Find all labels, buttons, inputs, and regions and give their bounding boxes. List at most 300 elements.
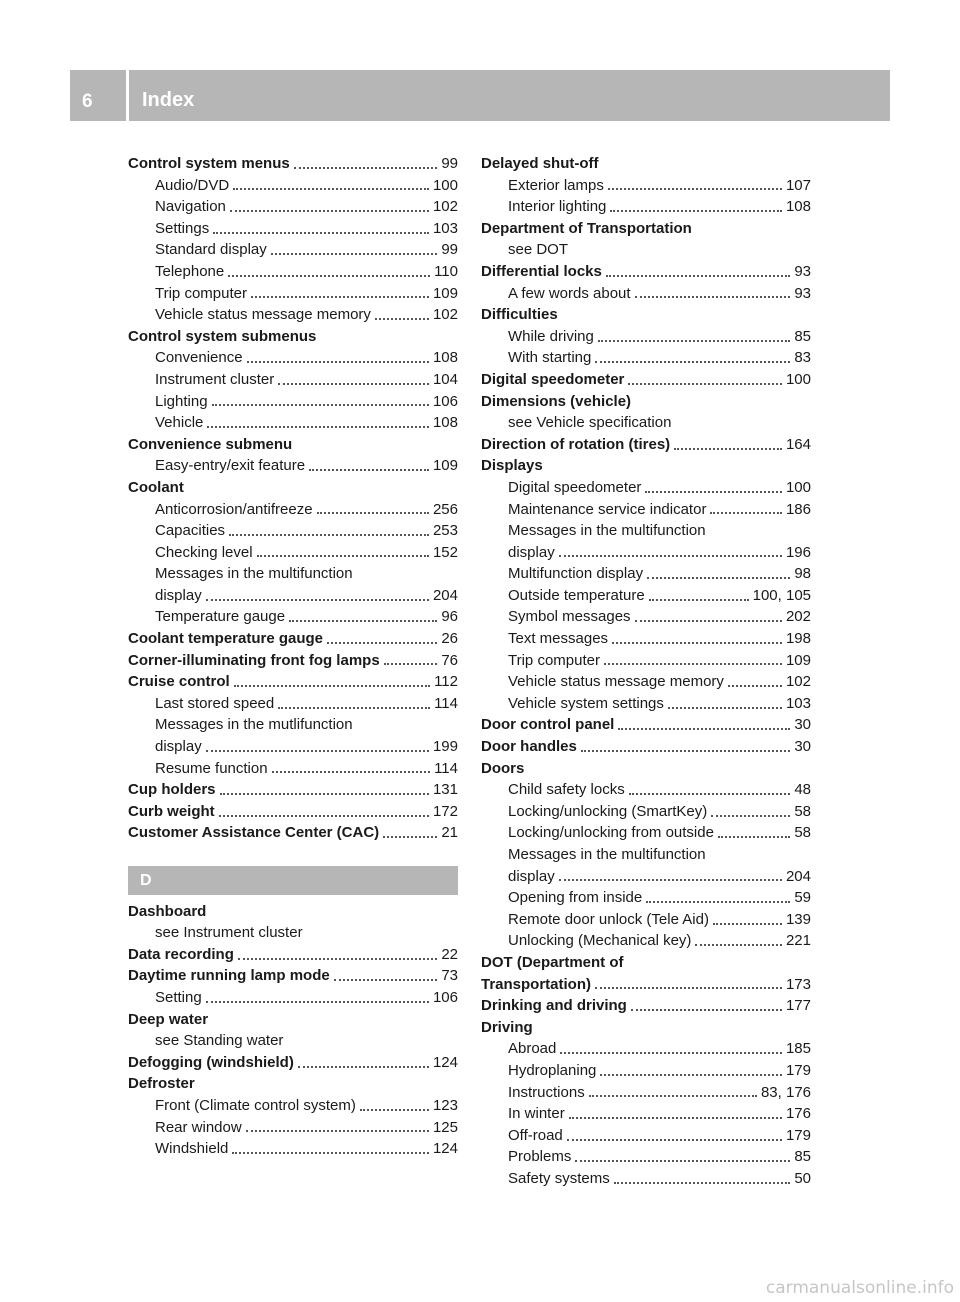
dot-leader [247, 361, 429, 363]
entry-text: Abroad [508, 1040, 557, 1058]
entry-text: Lighting [155, 392, 208, 410]
entry-text: Curb weight [128, 802, 215, 820]
entry-text: see Instrument cluster [155, 924, 303, 942]
index-subentry [128, 218, 458, 240]
page-ref: 106 [432, 988, 458, 1006]
entry-text: display [508, 543, 555, 561]
dot-leader [606, 275, 790, 277]
dot-leader [646, 901, 790, 903]
page-ref: 103 [785, 694, 811, 712]
page-header [70, 70, 890, 121]
dot-leader [220, 793, 429, 795]
dot-leader [635, 620, 782, 622]
entry-text: Control system submenus [128, 327, 317, 345]
index-entry [128, 650, 458, 672]
page-ref: 202 [785, 608, 811, 626]
dot-leader [309, 469, 429, 471]
index-entry [481, 153, 811, 175]
entry-text: Messages in the multifunction [508, 522, 706, 540]
index-subentry [128, 499, 458, 521]
dot-leader [384, 663, 438, 665]
entry-text: Hydroplaning [508, 1061, 597, 1079]
entry-text: Digital speedometer [508, 478, 642, 496]
entry-text: Defogging (windshield) [128, 1053, 294, 1071]
dot-leader [710, 512, 782, 514]
index-entry [481, 434, 811, 456]
page-ref: 253 [432, 522, 458, 540]
dot-leader [645, 491, 782, 493]
dot-leader [298, 1066, 429, 1068]
dot-leader [628, 383, 782, 385]
dot-leader [233, 188, 429, 190]
page-ref: 152 [432, 543, 458, 561]
index-subentry [481, 326, 811, 348]
index-entry [481, 995, 811, 1017]
dot-leader [614, 1182, 791, 1184]
index-entry [128, 822, 458, 844]
page-ref: 22 [441, 945, 458, 963]
index-subentry [128, 520, 458, 542]
index-subentry [128, 304, 458, 326]
entry-text: Temperature gauge [155, 608, 286, 626]
dot-leader [560, 1052, 782, 1054]
index-entry [128, 628, 458, 650]
index-subentry [128, 585, 458, 607]
entry-text: Interior lighting [508, 198, 607, 216]
index-subentry [481, 196, 811, 218]
page-ref: 58 [794, 802, 811, 820]
page-ref: 198 [785, 630, 811, 648]
index-subentry [481, 239, 811, 261]
dot-leader [598, 340, 790, 342]
index-subentry [128, 714, 458, 736]
entry-text: Defroster [128, 1075, 195, 1093]
dot-leader [649, 599, 749, 601]
index-entry [128, 326, 458, 348]
dot-leader [230, 210, 429, 212]
page-ref: 108 [785, 198, 811, 216]
page-ref: 256 [432, 500, 458, 518]
dot-leader [278, 383, 429, 385]
page-ref: 108 [432, 349, 458, 367]
dot-leader [271, 253, 438, 255]
entry-text: see Standing water [155, 1032, 284, 1050]
index-entry [481, 714, 811, 736]
entry-text: Last stored speed [155, 694, 275, 712]
index-subentry [481, 1146, 811, 1168]
index-entry [481, 736, 811, 758]
dot-leader [246, 1130, 429, 1132]
watermark: carmanualsonline.info [765, 1278, 954, 1298]
index-subentry [128, 542, 458, 564]
entry-text: Messages in the mutlifunction [155, 716, 353, 734]
entry-text: Corner-illuminating front fog lamps [128, 651, 380, 669]
dot-leader [569, 1117, 782, 1119]
dot-leader [559, 555, 782, 557]
entry-text: Cup holders [128, 781, 216, 799]
page-ref: 123 [432, 1096, 458, 1114]
entry-text: Settings [155, 219, 210, 237]
page-ref: 173 [785, 975, 811, 993]
index-entry [481, 1017, 811, 1039]
index-subentry [128, 736, 458, 758]
index-entry [128, 965, 458, 987]
entry-text: Unlocking (Mechanical key) [508, 932, 692, 950]
dot-leader [212, 404, 429, 406]
dot-leader [206, 599, 429, 601]
page-ref: 221 [785, 932, 811, 950]
page-ref: 48 [794, 781, 811, 799]
entry-text: Department of Transportation [481, 219, 692, 237]
entry-text: Checking level [155, 543, 253, 561]
header-divider [126, 70, 129, 121]
page-ref: 179 [785, 1061, 811, 1079]
page-ref: 98 [794, 565, 811, 583]
entry-text: Coolant temperature gauge [128, 630, 324, 648]
page-ref: 112 [434, 673, 458, 691]
index-subentry [128, 347, 458, 369]
page-ref: 83, 176 [760, 1083, 811, 1101]
page-ref: 124 [432, 1053, 458, 1071]
entry-text: Vehicle status message memory [508, 673, 724, 691]
page-ref: 104 [432, 370, 458, 388]
index-entry [128, 901, 458, 923]
index-entry [481, 455, 811, 477]
entry-text: Capacities [155, 522, 226, 540]
dot-leader [228, 275, 430, 277]
index-entry [481, 304, 811, 326]
index-subentry [128, 1117, 458, 1139]
dot-leader [668, 707, 782, 709]
page-ref: 177 [785, 997, 811, 1015]
entry-text: Off-road [508, 1126, 563, 1144]
dot-leader [567, 1139, 782, 1141]
page-ref: 85 [794, 1148, 811, 1166]
entry-text: Audio/DVD [155, 176, 230, 194]
dot-leader [711, 815, 790, 817]
index-subentry [481, 283, 811, 305]
page-ref: 110 [434, 262, 458, 280]
page-ref: 125 [432, 1118, 458, 1136]
page-ref: 109 [785, 651, 811, 669]
entry-text: Convenience [155, 349, 243, 367]
page-ref: 93 [794, 284, 811, 302]
page-ref: 204 [785, 867, 811, 885]
index-subentry [481, 930, 811, 952]
index-subentry [128, 1095, 458, 1117]
entry-text: Multifunction display [508, 565, 644, 583]
page-ref: 100 [432, 176, 458, 194]
section-spacer [128, 844, 458, 866]
dot-leader [589, 1095, 757, 1097]
index-subentry [481, 563, 811, 585]
dot-leader [238, 958, 437, 960]
dot-leader [600, 1074, 782, 1076]
entry-text: Messages in the multifunction [155, 565, 353, 583]
index-entry [128, 153, 458, 175]
dot-leader [257, 555, 429, 557]
index-subentry [128, 693, 458, 715]
index-subentry [128, 987, 458, 1009]
page-ref: 109 [432, 457, 458, 475]
page-number: 6 [82, 91, 93, 112]
dot-leader [207, 426, 429, 428]
dot-leader [213, 232, 429, 234]
entry-text: Anticorrosion/antifreeze [155, 500, 313, 518]
page-ref: 100 [785, 478, 811, 496]
page-ref: 50 [794, 1169, 811, 1187]
entry-text: Text messages [508, 630, 609, 648]
dot-leader [272, 771, 431, 773]
dot-leader [559, 879, 782, 881]
entry-text: Navigation [155, 198, 226, 216]
page-ref: 199 [432, 738, 458, 756]
index-subentry [481, 650, 811, 672]
dot-leader [728, 685, 782, 687]
index-entry [481, 391, 811, 413]
index-subentry [481, 779, 811, 801]
page-ref: 109 [432, 284, 458, 302]
dot-leader [629, 793, 791, 795]
entry-text: DOT (Department of [481, 953, 624, 971]
index-subentry [128, 563, 458, 585]
index-subentry [128, 239, 458, 261]
page-ref: 124 [432, 1140, 458, 1158]
entry-text: display [155, 586, 202, 604]
page-ref: 139 [785, 910, 811, 928]
page-ref: 83 [794, 349, 811, 367]
index-subentry [481, 1103, 811, 1125]
dot-leader [206, 1001, 429, 1003]
dot-leader [595, 361, 790, 363]
page-ref: 58 [794, 824, 811, 842]
entry-text: Trip computer [155, 284, 247, 302]
index-subentry [481, 477, 811, 499]
index-subentry [128, 412, 458, 434]
index-subentry [481, 1168, 811, 1190]
index-entry [481, 369, 811, 391]
dot-leader [610, 210, 782, 212]
page-ref: 172 [432, 802, 458, 820]
entry-text: Vehicle [155, 414, 204, 432]
page-ref: 30 [794, 738, 811, 756]
index-subentry [128, 1030, 458, 1052]
index-subentry [481, 520, 811, 542]
entry-text: Trip computer [508, 651, 600, 669]
entry-text: Doors [481, 759, 525, 777]
entry-text: Telephone [155, 262, 225, 280]
entry-text: Driving [481, 1018, 533, 1036]
index-subentry [481, 1038, 811, 1060]
index-subentry [481, 887, 811, 909]
dot-leader [234, 685, 430, 687]
entry-text: Displays [481, 457, 543, 475]
entry-text: Easy-entry/exit feature [155, 457, 306, 475]
page-ref: 100 [785, 370, 811, 388]
entry-text: While driving [508, 327, 594, 345]
entry-text: Opening from inside [508, 889, 643, 907]
entry-text: Direction of rotation (tires) [481, 435, 671, 453]
entry-text: Cruise control [128, 673, 230, 691]
entry-text: display [508, 867, 555, 885]
page-ref: 196 [785, 543, 811, 561]
page-ref: 114 [434, 759, 458, 777]
entry-text: Locking/unlocking from outside [508, 824, 714, 842]
entry-text: Messages in the multifunction [508, 846, 706, 863]
index-entry [481, 261, 811, 283]
entry-text: Standard display [155, 241, 267, 259]
page-ref: 186 [785, 500, 811, 518]
dot-leader [206, 750, 429, 752]
dot-leader [618, 728, 790, 730]
page-ref: 102 [785, 673, 811, 691]
dot-leader [317, 512, 429, 514]
index-subentry [481, 909, 811, 931]
dot-leader [229, 534, 429, 536]
entry-text: Instrument cluster [155, 370, 275, 388]
index-entry [128, 434, 458, 456]
index-subentry [481, 175, 811, 197]
index-subentry [481, 801, 811, 823]
index-subentry [481, 671, 811, 693]
entry-text: Drinking and driving [481, 997, 627, 1015]
page-ref: 114 [434, 694, 458, 712]
page-ref: 131 [432, 781, 458, 799]
dot-leader [232, 1152, 429, 1154]
dot-leader [647, 577, 790, 579]
page-ref: 102 [432, 306, 458, 324]
page-ref: 21 [441, 824, 458, 842]
index-subentry [481, 542, 811, 564]
dot-leader [219, 815, 429, 817]
page-title: Index [142, 89, 195, 111]
page-ref: 73 [441, 967, 458, 985]
dot-leader [360, 1109, 429, 1111]
index-subentry [128, 1138, 458, 1160]
index-subentry [481, 1082, 811, 1104]
entry-text: Vehicle status message memory [155, 306, 371, 324]
dot-leader [294, 167, 438, 169]
entry-text: With starting [508, 349, 592, 367]
index-subentry [481, 606, 811, 628]
index-subentry [128, 175, 458, 197]
index-entry [481, 758, 811, 780]
entry-text: Vehicle system settings [508, 694, 664, 712]
entry-text: Setting [155, 988, 202, 1006]
entry-text: see DOT [508, 241, 569, 259]
entry-text: Outside temperature [508, 586, 645, 604]
index-subentry [481, 844, 811, 866]
dot-leader [575, 1160, 790, 1162]
index-subentry [481, 347, 811, 369]
entry-text: Safety systems [508, 1169, 610, 1187]
dot-leader [713, 923, 782, 925]
dot-leader [383, 836, 437, 838]
index-subentry [481, 499, 811, 521]
entry-text: Dashboard [128, 902, 207, 920]
entry-text: see Vehicle specification [508, 414, 672, 432]
page-ref: 85 [794, 327, 811, 345]
entry-text: Delayed shut-off [481, 155, 599, 172]
dot-leader [251, 296, 429, 298]
dot-leader [695, 944, 782, 946]
entry-text: Door handles [481, 738, 577, 756]
dot-leader [289, 620, 437, 622]
index-column-left [128, 153, 458, 1160]
entry-text: A few words about [508, 284, 631, 302]
entry-text: Transportation) [481, 975, 592, 993]
page-ref: 164 [785, 435, 811, 453]
entry-text: display [155, 738, 202, 756]
page-ref: 30 [794, 716, 811, 734]
section-header-d: D [128, 866, 458, 895]
index-list-d-left [128, 901, 458, 1160]
index-list-c [128, 153, 458, 844]
entry-text: Data recording [128, 945, 234, 963]
page-ref: 179 [785, 1126, 811, 1144]
index-entry [128, 944, 458, 966]
dot-leader [581, 750, 790, 752]
dot-leader [612, 642, 782, 644]
index-entry [128, 1009, 458, 1031]
entry-text: Differential locks [481, 262, 602, 280]
page-ref: 204 [432, 586, 458, 604]
index-subentry [128, 606, 458, 628]
entry-text: Remote door unlock (Tele Aid) [508, 910, 709, 928]
entry-text: Maintenance service indicator [508, 500, 707, 518]
entry-text: Dimensions (vehicle) [481, 392, 632, 410]
index-subentry [128, 283, 458, 305]
index-entry [128, 1073, 458, 1095]
dot-leader [635, 296, 791, 298]
index-subentry [481, 866, 811, 888]
entry-text: Customer Assistance Center (CAC) [128, 824, 380, 842]
index-subentry [481, 585, 811, 607]
entry-text: Control system menus [128, 155, 290, 172]
dot-leader [327, 642, 437, 644]
entry-text: Deep water [128, 1010, 209, 1028]
entry-text: Rear window [155, 1118, 242, 1136]
entry-text: Symbol messages [508, 608, 631, 626]
entry-text: Windshield [155, 1140, 229, 1158]
entry-text: Child safety locks [508, 781, 625, 799]
dot-leader [278, 707, 430, 709]
page-ref: 102 [432, 198, 458, 216]
index-subentry [128, 391, 458, 413]
entry-text: Exterior lamps [508, 176, 604, 194]
page-ref: 176 [785, 1105, 811, 1123]
page-ref: 96 [441, 608, 458, 626]
entry-text: Digital speedometer [481, 370, 625, 388]
dot-leader [334, 979, 438, 981]
dot-leader [718, 836, 790, 838]
index-subentry [128, 455, 458, 477]
entry-text: Problems [508, 1148, 572, 1166]
page-ref: 76 [441, 651, 458, 669]
index-subentry [481, 628, 811, 650]
index-entry [128, 801, 458, 823]
index-entry [481, 218, 811, 240]
index-subentry [128, 196, 458, 218]
page-ref: 108 [432, 414, 458, 432]
index-entry [128, 779, 458, 801]
page-ref: 59 [794, 889, 811, 907]
index-entry [128, 1052, 458, 1074]
index-subentry [128, 261, 458, 283]
entry-text: In winter [508, 1105, 565, 1123]
dot-leader [375, 318, 429, 320]
dot-leader [608, 188, 782, 190]
